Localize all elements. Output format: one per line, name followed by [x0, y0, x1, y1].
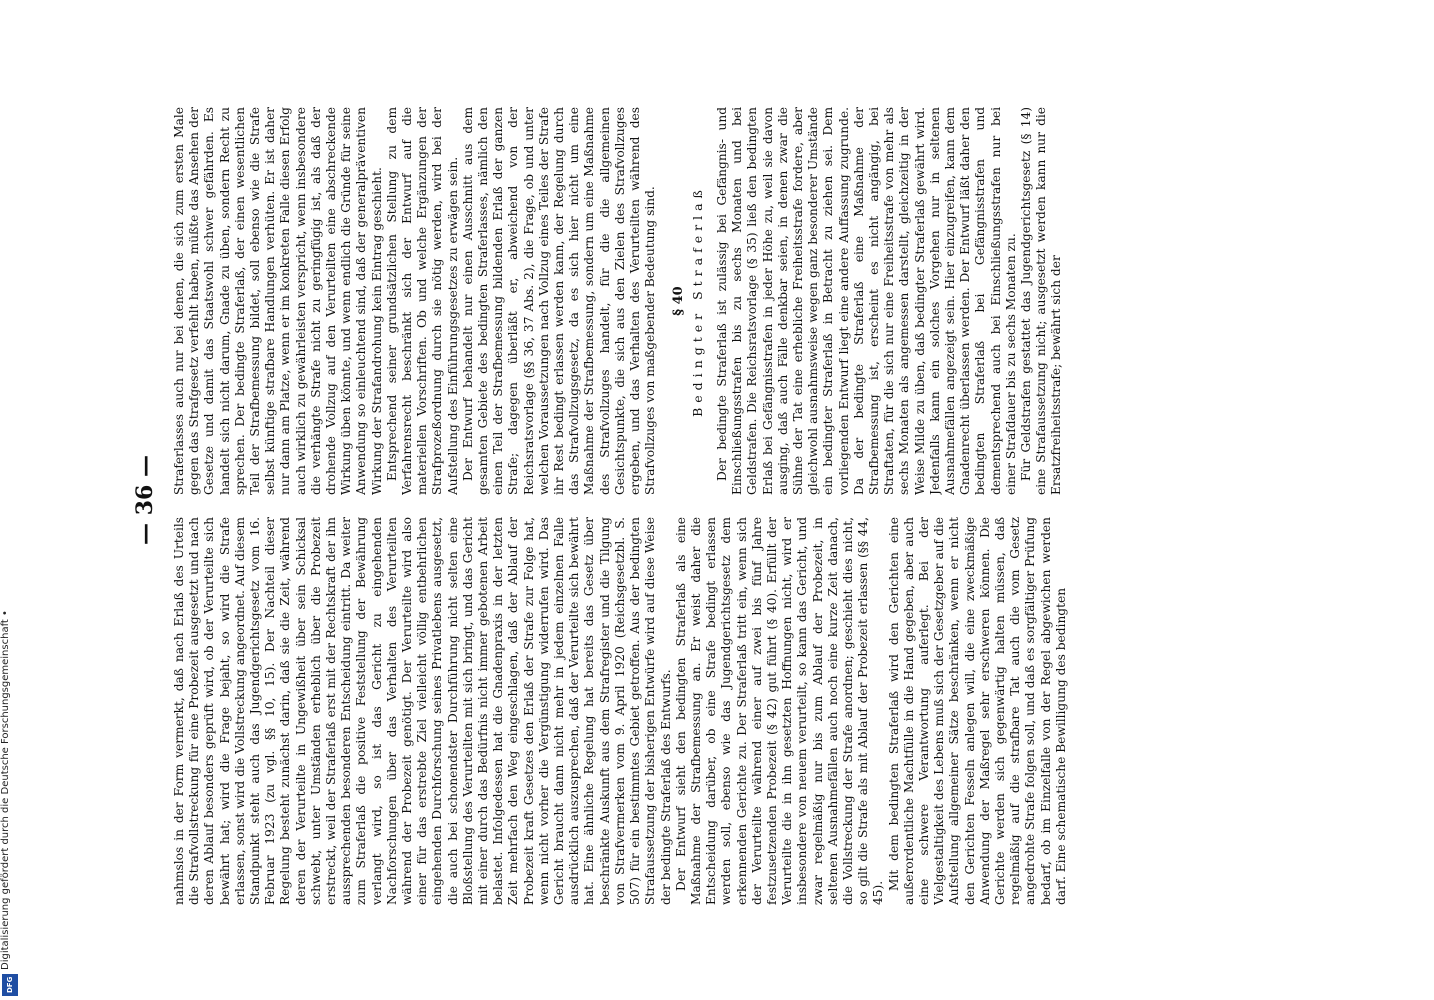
digitization-credit — [2, 0, 20, 1000]
left-column — [172, 517, 1202, 905]
paragraph: Mit dem bedingten Straferlaß wird den Gerichten eine außerordentliche Machtfülle in die Hand gegeben, aber auch eine schwere Verantwortung auferlegt. Bei der Vielgestaltigkeit des Lebens muß sich der Gesetzgeber auf die Aufstellung allgemeiner Sätze beschränken, wenn er nicht den Gerichten Fesseln anlegen will, die eine zweckmäßige Anwendung der Maßregel sehr erschweren können. Die Gerichte werden sich gegenwärtig halten müssen, daß regelmäßig auf die strafbare Tat auch die vom Gesetz angedrohte Strafe folgen soll, und daß es sorgfältiger Prüfung bedarf, ob im Einzelfalle von der Regel abgewichen werden darf. Eine schematische Bewilligung des bedingten — [886, 517, 1068, 905]
paragraph: Der Entwurf behandelt nur einen Ausschnitt aus dem gesamten Gebiete des bedingten Straferlasses, nämlich den einen Teil der Strafbemessung bildenden Erlaß der ganzen Strafe; dagegen überläßt er, abweichend von der Reichsratsvorlage (§§ 36, 37 Abs. 2), die Frage, ob und unter welchen Voraussetzungen nach Vollzug eines Teiles der Strafe ihr Rest bedingt erlassen werden kann, der Regelung durch das Strafvollzugsgesetz, da es sich hier nicht um eine Maßnahme der Strafbemessung, sondern um eine Maßnahme des Strafvollzuges handelt, für die die allgemeinen Gesichtspunkte, die sich aus den Zielen des Strafvollzuges ergeben, und das Verhalten des Verurteilten während des Strafvollzuges von maßgebender Bedeutung sind. — [460, 107, 658, 495]
paragraph: Für Geldstrafen gestattet das Jugendgerichtsgesetz (§ 14) eine Strafaussetzung nicht; ausgesetzt werden kann nur die Ersatzfreiheitsstrafe; bewährt sich der — [1018, 107, 1064, 495]
right-column — [172, 107, 1202, 495]
paragraph: Der Entwurf sieht den bedingten Straferlaß als eine Maßnahme der Strafbemessung an. Er weist daher die Entscheidung darüber, ob eine Strafe bedingt erlassen werden soll, ebenso wie das Jugendgerichtsgesetz dem erkennenden Gerichte zu. Der Straferlaß tritt ein, wenn sich der Verurteilte während einer auf zwei bis fünf Jahre festzusetzenden Probezeit (§ 42) gut führt (§ 40). Erfüllt der Verurteilte die in ihn gesetzten Hoffnungen nicht, wird er insbesondere von neuem verurteilt, so kann das Gericht, und zwar regelmäßig nur bis zum Ablauf der Probezeit, in seltenen Ausnahmefällen auch noch eine kurze Zeit danach, die Vollstreckung der Strafe anordnen; geschieht dies nicht, so gilt die Strafe als mit Ablauf der Probezeit erlassen (§§ 44, 45). — [673, 517, 886, 905]
paragraph: Der bedingte Straferlaß ist zulässig bei Gefängnis- und Einschließungsstrafen bis zu sechs Monaten und bei Geldstrafen. Die Reichsratsvorlage (§ 35) ließ den bedingten Erlaß bei Gefängnisstrafen in jeder Höhe zu, weil sie davon ausging, daß auch Fälle denkbar seien, in denen zwar die Sühne der Tat eine erhebliche Freiheitsstrafe fordere, aber gleichwohl ausnahmsweise wegen ganz besonderer Umstände ein bedingter Straferlaß in Betracht zu ziehen sei. Dem vorliegenden Entwurf liegt eine andere Auffassung zugrunde. Da der bedingte Straferlaß eine Maßnahme der Strafbemessung ist, erscheint es nicht angängig, bei Straftaten, für die sich nur eine Freiheitsstrafe von mehr als sechs Monaten als angemessen darstellt, gleichzeitig in der Weise Milde zu üben, daß bedingter Straferlaß gewährt wird. Jedenfalls kann ein solches Vorgehen nur in seltenen Ausnahmefällen angezeigt sein. Hier einzugreifen, kann dem Gnadenrecht überlassen werden. Der Entwurf läßt daher den bedingten Straferlaß bei Gefängnisstrafen und dementsprechend auch bei Einschließungsstrafen nur bei einer Strafdauer bis zu sechs Monaten zu. — [714, 107, 1018, 495]
section-title: Bedingter Straferlaß — [689, 185, 705, 417]
paragraph: Entsprechend seiner grundsätzlichen Stellung zu dem Verfahrensrecht beschränkt sich der Entwurf auf die materiellen Vorschriften. Ob und welche Ergänzungen der Strafprozeßordnung durch sie nötig werden, wird bei der Aufstellung des Einführungsgesetzes zu erwägen sein. — [384, 107, 460, 495]
section-number: § 40 — [670, 286, 686, 316]
document-page — [92, 40, 1342, 960]
credit-text: Digitalisierung gefördert durch die Deutsche Forschungsgemeinschaft • — [0, 610, 11, 970]
paragraph: nahmslos in der Form vermerkt, daß nach Erlaß des Urteils die Strafvollstreckung für eine Probezeit ausgesetzt und nach deren Ablauf besonders geprüft wird, ob der Verurteilte sich bewährt hat; wird die Frage bejaht, so wird die Strafe erlassen, sonst wird die Vollstreckung angeordnet. Auf diesem Standpunkt steht auch das Jugendgerichtsgesetz vom 16. Februar 1923 (zu vgl. §§ 10, 15). Der Nachteil dieser Regelung besteht zunächst darin, daß sie die Zeit, während deren der Verurteilte in Ungewißheit über sein Schicksal schwebt, unter Umständen erheblich über die Probezeit erstreckt, weil der Straferlaß erst mit der Rechtskraft der ihn aussprechenden besonderen Entscheidung eintritt. Da weiter zum Straferlaß die positive Feststellung der Bewährung verlangt wird, so ist das Gericht zu eingehenden Nachforschungen über das Verhalten des Verurteilten während der Probezeit genötigt. Der Verurteilte wird also einer für das erstrebte Ziel vielleicht völlig entbehrlichen eingehenden Durchforschung seines Privatlebens ausgesetzt, die auch bei schonendster Durchführung nicht selten eine Bloßstellung des Verurteilten mit sich bringt, und das Gericht mit einer durch das Bedürfnis nicht immer gebotenen Arbeit belastet. Infolgedessen hat die Gnadenpraxis in der letzten Zeit mehrfach den Weg eingeschlagen, daß der Ablauf der Probezeit kraft Gesetzes den Erlaß der Strafe zur Folge hat, wenn nicht vorher die Vergünstigung widerrufen wird. Das Gericht braucht dann nicht mehr in jedem einzelnen Falle ausdrücklich auszusprechen, daß der Verurteilte sich bewährt hat. Eine ähnliche Regelung hat bereits das Gesetz über beschränkte Auskunft aus dem Strafregister und die Tilgung von Strafvermerken vom 9. April 1920 (Reichsgesetzbl. S. 507) für ein bestimmtes Gebiet getroffen. Aus der bedingten Strafaussetzung der bisherigen Entwürfe wird auf diese Weise der bedingte Straferlaß des Entwurfs. — [172, 517, 673, 905]
page-number: — 36 — — [132, 455, 158, 545]
paragraph: Straferlasses auch nur bei denen, die sich zum ersten Male gegen das Strafgesetz verfehlt haben, müßte das Ansehen der Gesetze und damit das Staatswohl schwer gefährden. Es handelt sich nicht darum, Gnade zu üben, sondern Recht zu sprechen. Der bedingte Straferlaß, der einen wesentlichen Teil der Strafbemessung bildet, soll ebenso wie die Strafe selbst künftige strafbare Handlungen verhüten. Er ist daher nur dann am Platze, wenn er im konkreten Falle diesen Erfolg auch wirklich zu gewährleisten verspricht, wenn insbesondere die verhängte Strafe nicht zu geringfügig ist, als daß der drohende Vollzug auf den Verurteilten eine abschreckende Wirkung üben könnte, und wenn endlich die Gründe für seine Anwendung so einleuchtend sind, daß der generalpräventiven Wirkung der Strafandrohung kein Eintrag geschieht. — [172, 107, 384, 495]
dfg-logo: DFG — [2, 974, 18, 996]
